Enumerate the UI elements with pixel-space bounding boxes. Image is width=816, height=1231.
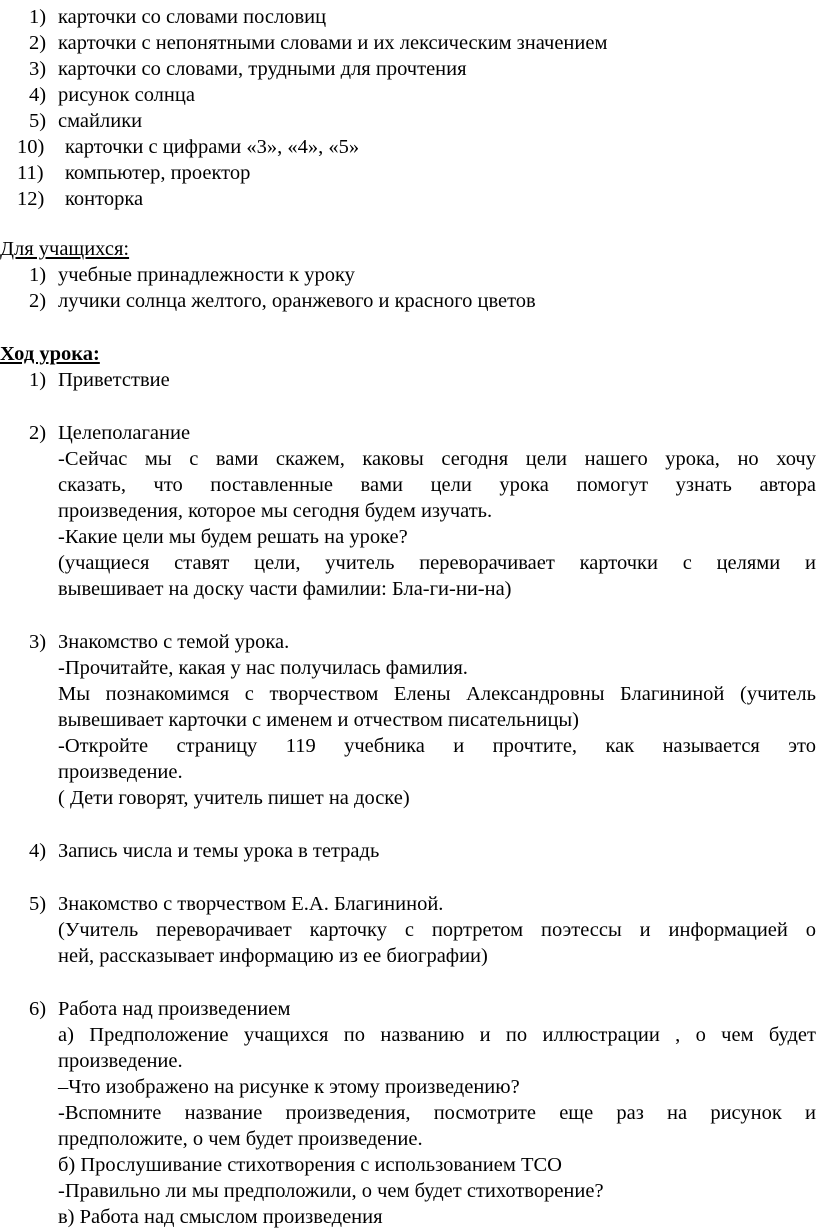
step-text-line: вывешивает карточки с именем и отчеством писательницы)	[58, 709, 580, 731]
step-number: 5)	[29, 893, 47, 915]
list-item-number: 1)	[29, 264, 47, 286]
step-number: 3)	[29, 631, 47, 653]
step-text-line: произведение.	[58, 761, 183, 783]
step-text-line: а) Предположение учащихся по названию и по иллюстрации , о чем будет	[58, 1024, 816, 1046]
students-heading: Для учащихся:	[0, 238, 130, 260]
list-item-number: 5)	[29, 110, 47, 132]
list-item-number: 1)	[29, 6, 47, 28]
list-item-number: 4)	[29, 84, 47, 106]
list-item-number: 10)	[17, 136, 45, 158]
step-text-line: –Что изображено на рисунке к этому произведению?	[58, 1076, 520, 1098]
step-text-line: в) Работа над смыслом произведения	[58, 1206, 383, 1228]
step-text-line: предположите, о чем будет произведение.	[58, 1128, 423, 1150]
step-text-line: вывешивает на доску части фамилии: Бла-ги-ни-на)	[58, 578, 512, 600]
step-number: 4)	[29, 840, 47, 862]
list-item-number: 3)	[29, 58, 47, 80]
list-item: карточки с непонятными словами и их лексическим значением	[58, 32, 608, 54]
list-item: карточки с цифрами «3», «4», «5»	[65, 136, 360, 158]
list-item: учебные принадлежности к уроку	[58, 264, 355, 286]
step-text-line: сказать, что поставленные вами цели урока помогут узнать автора	[58, 474, 816, 496]
step-text-line: произведения, которое мы сегодня будем изучать.	[58, 500, 493, 522]
list-item: карточки со словами пословиц	[58, 6, 327, 28]
list-item: лучики солнца желтого, оранжевого и красного цветов	[58, 290, 536, 312]
step-text-line: ней, рассказывает информацию из ее биографии)	[58, 945, 488, 967]
step-title: Приветствие	[58, 369, 170, 391]
step-text-line: -Откройте страницу 119 учебника и прочтите, как называется это	[58, 735, 816, 757]
step-text-line: (Учитель переворачивает карточку с портретом поэтессы и информацией о	[58, 919, 816, 941]
list-item: компьютер, проектор	[65, 162, 251, 184]
list-item: карточки со словами, трудными для прочтения	[58, 58, 467, 80]
step-text-line: ( Дети говорят, учитель пишет на доске)	[58, 787, 410, 809]
step-text-line: -Вспомните название произведения, посмотрите еще раз на рисунок и	[58, 1102, 816, 1124]
lesson-heading: Ход урока:	[0, 343, 100, 365]
step-title: Запись числа и темы урока в тетрадь	[58, 840, 380, 862]
step-title: Работа над произведением	[58, 998, 291, 1020]
step-text-line: -Прочитайте, какая у нас получилась фамилия.	[58, 657, 468, 679]
step-text-line: -Правильно ли мы предположили, о чем будет стихотворение?	[58, 1180, 604, 1202]
step-text-line: б) Прослушивание стихотворения с использованием ТСО	[58, 1154, 562, 1176]
step-text-line: (учащиеся ставят цели, учитель переворачивает карточки с целями и	[58, 552, 816, 574]
list-item-number: 2)	[29, 32, 47, 54]
step-number: 1)	[29, 369, 47, 391]
step-title: Знакомство с темой урока.	[58, 631, 290, 653]
list-item-number: 2)	[29, 290, 47, 312]
list-item: конторка	[65, 188, 144, 210]
list-item: смайлики	[58, 110, 143, 132]
list-item: рисунок солнца	[58, 84, 195, 106]
step-title: Целеполагание	[58, 422, 191, 444]
step-text-line: -Сейчас мы с вами скажем, каковы сегодня цели нашего урока, но хочу	[58, 448, 816, 470]
step-text-line: -Какие цели мы будем решать на уроке?	[58, 526, 408, 548]
step-text-line: произведение.	[58, 1050, 183, 1072]
step-number: 6)	[29, 998, 47, 1020]
step-text-line: Мы познакомимся с творчеством Елены Александровны Благининой (учитель	[58, 683, 816, 705]
step-number: 2)	[29, 422, 47, 444]
list-item-number: 11)	[17, 162, 44, 184]
step-title: Знакомство с творчеством Е.А. Благининой.	[58, 893, 444, 915]
list-item-number: 12)	[17, 188, 45, 210]
